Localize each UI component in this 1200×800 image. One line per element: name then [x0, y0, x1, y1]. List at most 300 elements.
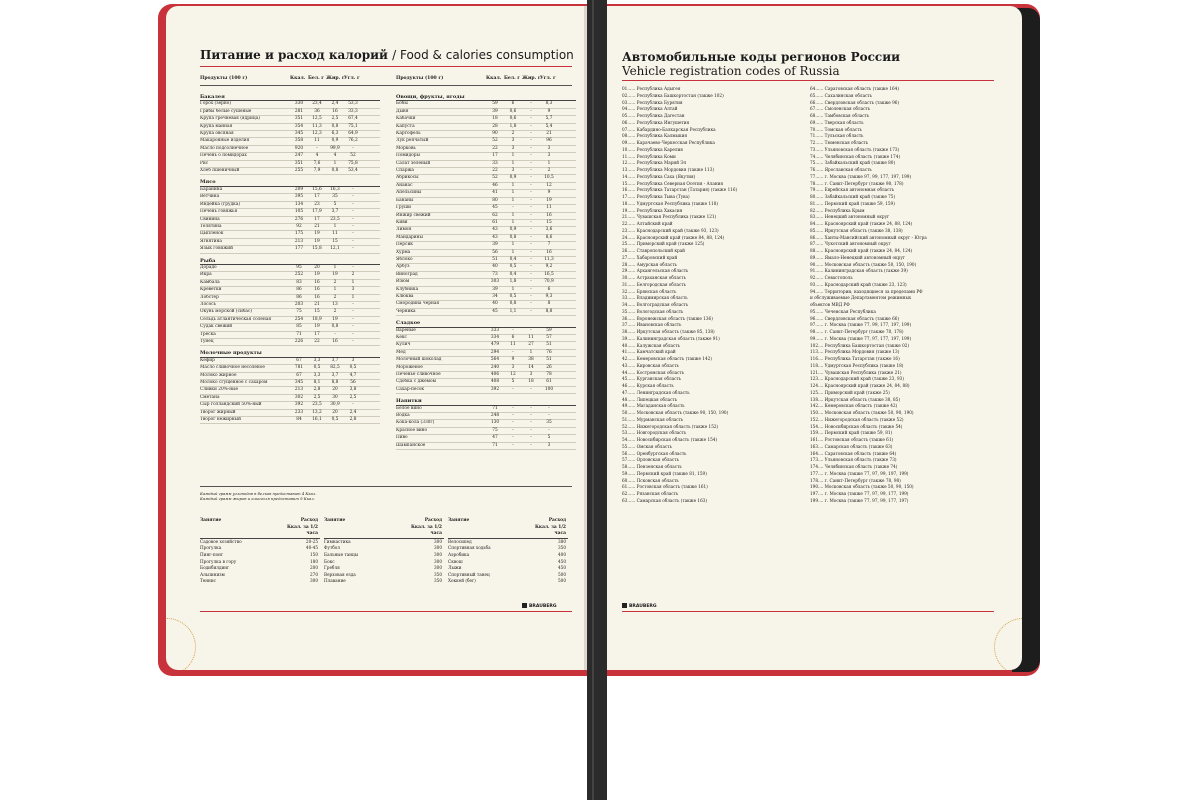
food-value: 71 [492, 442, 498, 448]
region-code-entry: 28...... Амурская область [622, 261, 677, 267]
region-code-entry: 33...... Владимирская область [622, 295, 688, 301]
region-code-entry: 29...... Архангельская область [622, 268, 689, 274]
food-value: 26 [546, 364, 552, 370]
food-row [396, 387, 576, 394]
food-row [396, 242, 576, 249]
food-name: Сельдь атлантическая соленая [200, 316, 272, 322]
food-value: 134 [294, 201, 304, 207]
activity-name: Лыжи [448, 565, 462, 571]
region-code-entry: 15...... Республика Северная Осетия - Алания [622, 180, 724, 186]
region-code-entry: 05...... Республика Дагестан [622, 113, 685, 118]
food-row [200, 395, 380, 402]
region-code-entry: 76...... Ярославская область [810, 167, 872, 172]
region-code-entry: 88...... Красноярский край (также 24, 84, 124) [810, 248, 913, 253]
food-value: 22 [314, 339, 320, 344]
food-value: - [512, 413, 514, 419]
food-name: Окунь морской (сибас) [200, 309, 253, 315]
food-value: - [352, 223, 354, 229]
food-value: - [530, 108, 532, 114]
food-value: 0,9 [509, 227, 517, 233]
region-code-entry: 64...... Саратовская область (также 164) [810, 86, 899, 91]
food-row [200, 309, 380, 316]
food-value: 16 [314, 279, 320, 285]
food-value: 84 [296, 417, 302, 423]
activity-kcal: 400 [558, 551, 566, 557]
region-code-entry: 26...... Ставропольский край [622, 248, 685, 253]
food-value: 6,3 [331, 131, 339, 137]
region-code-entry: 01...... Республика Адыгея [622, 86, 681, 91]
food-row [200, 231, 380, 238]
food-value: 40 [492, 301, 498, 307]
food-row [396, 428, 576, 435]
food-value: 62 [492, 212, 498, 218]
activity-row [200, 545, 320, 552]
food-name: Икра [200, 272, 212, 278]
food-value: 41 [492, 190, 498, 196]
activity-name: Футбол [324, 545, 340, 551]
region-code-entry: 41...... Камчатский край [622, 349, 676, 355]
food-value: 78 [546, 372, 552, 378]
food-row [200, 358, 380, 365]
food-name: Кекс [396, 335, 407, 340]
food-value: 408 [490, 379, 500, 385]
food-value: 3,8 [349, 387, 357, 393]
food-value: 17 [314, 216, 320, 222]
food-value: 76,2 [348, 138, 358, 144]
food-value: - [530, 386, 532, 392]
food-row [200, 339, 380, 346]
activity-kcal: 300 [434, 545, 442, 551]
food-value: - [530, 301, 532, 307]
food-value: - [352, 324, 354, 330]
food-row [396, 443, 576, 450]
food-name: Ананас [396, 182, 413, 188]
food-value: 14 [528, 364, 534, 370]
activity-row [448, 552, 568, 559]
food-value: 0,4 [509, 271, 517, 277]
food-value: 86 [296, 287, 302, 293]
food-value: 8,8 [545, 308, 553, 314]
region-code-entry: 123.... Краснодарский край (также 23, 93) [810, 376, 904, 382]
food-row [200, 138, 380, 145]
food-row [396, 406, 576, 413]
food-name: Киви [396, 219, 408, 225]
region-code-entry: объектов МВД РФ [810, 302, 850, 307]
region-code-entry: 124.... Красноярский край (также 24, 84, 88) [810, 383, 910, 388]
food-row [396, 350, 576, 357]
food-value: - [352, 246, 354, 252]
activity-kcal: 350 [434, 571, 442, 577]
region-code-entry: 80...... Забайкальский край (также 75) [810, 194, 896, 199]
region-code-entry: 77...... г. Москва (также 97, 99, 177, 197, 199) [810, 173, 912, 179]
food-row [200, 373, 380, 380]
food-name: Судак свежий [200, 324, 233, 330]
food-name: Горох (зерно) [200, 101, 231, 107]
food-name: Телятина [200, 223, 222, 229]
food-name: Макаронные изделия [200, 138, 250, 144]
food-value: - [530, 256, 532, 262]
food-value: 0,6 [509, 108, 517, 114]
food-value: 96 [546, 138, 552, 144]
food-value: 39 [492, 286, 498, 292]
food-value: - [530, 405, 532, 411]
food-name: Капуста [396, 123, 415, 129]
region-code-entry: 96...... Свердловская область (также 66) [810, 315, 900, 321]
food-name: Хурма [396, 249, 411, 255]
left-page-title [200, 48, 574, 62]
food-value: 15,8 [312, 246, 322, 252]
food-name: Картофель [396, 131, 421, 137]
food-value: 52 [350, 153, 356, 159]
food-value: - [530, 219, 532, 225]
food-row [396, 342, 576, 349]
food-name: Баранина [200, 186, 223, 192]
food-value: 61 [492, 219, 498, 225]
food-value: 80 [492, 197, 498, 203]
food-value: 5 [547, 435, 551, 441]
activity-row [448, 565, 568, 572]
region-code-entry: 98...... г. Санкт-Петербург (также 78, 178) [810, 329, 904, 334]
food-value: - [512, 386, 514, 392]
region-code-entry: 87...... Чукотский автономный округ [810, 241, 891, 247]
food-value: 35 [332, 194, 338, 200]
food-value: 302 [294, 394, 304, 400]
region-code-entry: 113.... Республика Мордовия (также 13) [810, 349, 900, 355]
food-row [396, 131, 576, 138]
food-value: 8,1 [313, 380, 321, 386]
region-code-entry: 21...... Чувашская Республика (также 121) [622, 214, 717, 220]
region-code-entry: 25...... Приморский край (также 125) [622, 241, 705, 247]
food-table-right-column [396, 90, 576, 450]
activity-row [324, 545, 444, 552]
food-row [200, 417, 380, 424]
region-code-entry: 44...... Костромская область [622, 369, 685, 375]
food-value: 19 [314, 324, 320, 330]
food-row [396, 220, 576, 227]
region-code-entry: 159.... Пермский край (также 59, 81) [810, 430, 893, 436]
food-value: 358 [294, 138, 304, 144]
food-name: Цыплёнок [200, 231, 224, 237]
food-section-title: Напитки [396, 398, 576, 405]
activity-name: Гребля [324, 565, 340, 571]
activities-header [448, 518, 568, 539]
region-code-entry: 154.... Новосибирская область (также 54) [810, 423, 903, 429]
food-value: 40 [492, 264, 498, 270]
food-row [396, 116, 576, 123]
food-value: 11 [546, 205, 552, 211]
food-value: - [548, 427, 550, 433]
region-code-entry: 30...... Астраханская область [622, 275, 686, 280]
region-code-entry: 97...... г. Москва (также 77, 99, 177, 197, 199) [810, 322, 912, 328]
food-row [396, 109, 576, 116]
food-value: 28 [492, 123, 498, 129]
food-row [200, 224, 380, 231]
region-code-entry: 82...... Республика Крым [810, 207, 865, 213]
food-value: 1 [333, 264, 337, 270]
activity-name: Альпинизм [200, 571, 225, 577]
food-row [200, 209, 380, 216]
food-value: 334 [490, 335, 500, 340]
food-value: 3 [511, 138, 515, 144]
food-row [396, 205, 576, 212]
food-value: 34 [492, 293, 498, 299]
region-code-entry: 45...... Курганская область [622, 376, 682, 382]
food-value: - [512, 349, 514, 355]
food-name: Черника [396, 308, 416, 314]
food-value: 19 [314, 231, 320, 237]
food-value: - [530, 435, 532, 441]
food-value: 11,3 [544, 256, 554, 262]
food-value: 92 [296, 223, 302, 229]
food-value: 12,1 [330, 246, 340, 252]
food-value: 10,5 [544, 175, 554, 181]
food-name: Сахар-песок [396, 386, 425, 392]
region-code-entry: 86...... Ханты-Мансийский автономный округ - Югра [810, 234, 927, 240]
food-row [396, 183, 576, 190]
food-row [396, 250, 576, 257]
food-value: 17 [314, 331, 320, 337]
food-row [200, 317, 380, 324]
food-value: 17 [492, 153, 498, 159]
region-code-entry: 91...... Калининградская область (также 39) [810, 268, 908, 274]
food-value: 920 [294, 145, 304, 151]
food-value: 351 [294, 116, 304, 122]
food-row [396, 328, 576, 335]
food-value: 3 [547, 442, 551, 448]
food-value: 56 [350, 380, 356, 386]
region-code-entry: 178.... г. Санкт-Петербург (также 78, 98) [810, 477, 901, 483]
region-code-entry: 73...... Ульяновская область (также 173) [810, 146, 900, 152]
food-value: 21 [546, 131, 552, 137]
activity-col-title: Занятие [200, 518, 222, 523]
food-value: 2 [333, 309, 337, 315]
food-value: 1 [511, 242, 515, 248]
food-value: 16 [314, 287, 320, 293]
activity-kcal: 500 [558, 578, 566, 584]
food-value: - [352, 339, 354, 344]
food-value: 16,1 [312, 417, 322, 423]
food-value: 233 [294, 409, 304, 415]
food-value: - [530, 153, 532, 159]
header-divider [200, 85, 572, 86]
food-name: Бобы [396, 101, 408, 107]
food-value: 0,8 [331, 123, 339, 129]
activity-col-title: Занятие [448, 518, 470, 523]
region-code-entry: 58...... Пензенская область [622, 464, 682, 469]
activity-row [324, 578, 444, 585]
food-value: - [352, 331, 354, 337]
region-code-entry: 93...... Краснодарский край (также 23, 123) [810, 281, 907, 287]
region-code-entry: 04...... Республика Алтай [622, 106, 678, 112]
activity-name: Сквош [448, 558, 463, 564]
food-value: 9 [547, 190, 551, 196]
food-name: Виноград [396, 271, 418, 277]
activities-column-3 [448, 518, 568, 585]
food-name: Арбуз [396, 264, 410, 270]
region-code-entry: 56...... Оренбургская область [622, 450, 687, 456]
food-value: - [530, 138, 532, 144]
food-name: Вареные [396, 327, 416, 333]
region-code-entry: 27...... Хабаровский край [622, 254, 678, 260]
food-value: - [352, 201, 354, 207]
region-code-entry: 65...... Сахалинская область [810, 92, 873, 98]
region-code-entry: 40...... Калужская область [622, 342, 680, 348]
food-name: Ветчина [200, 194, 220, 200]
food-value: 52 [492, 138, 498, 144]
activity-row [324, 572, 444, 579]
region-code-entry: 35...... Вологодская область [622, 308, 684, 314]
region-code-entry: 121.... Чувашская Республика (также 21) [810, 369, 902, 375]
region-code-entry: 71...... Тульская область [810, 133, 864, 139]
food-value: 0,5 [349, 365, 357, 371]
food-value: 1 [511, 182, 515, 188]
food-value: 330 [294, 101, 304, 107]
food-value: - [352, 402, 354, 408]
region-code-entry: 13...... Республика Мордовия (также 113) [622, 167, 715, 172]
food-value: 3 [511, 168, 515, 174]
region-code-entry: 163.... Самарская область (также 63) [810, 443, 893, 449]
brauberg-logo: BRAUBERG [522, 603, 557, 609]
food-value: 52 [492, 175, 498, 181]
food-name: Мандарины [396, 234, 423, 240]
food-value: 209 [294, 186, 304, 192]
food-row [200, 187, 380, 194]
region-code-entry: 57...... Орловская область [622, 457, 679, 463]
food-row [200, 101, 380, 108]
food-value: 95 [296, 264, 302, 270]
food-value: - [530, 101, 532, 107]
activity-row [448, 539, 568, 546]
food-value: 15 [546, 219, 552, 225]
activity-row [448, 572, 568, 579]
food-value: - [512, 427, 514, 433]
food-value: - [530, 168, 532, 174]
food-value: 67 [296, 357, 302, 363]
activity-kcal: 40-45 [305, 545, 318, 551]
food-value: - [530, 234, 532, 240]
food-row [200, 365, 380, 372]
food-value: 36 [314, 108, 320, 114]
kcal-col-title: Расход Ккал. за 1/2 часа [534, 518, 566, 537]
region-code-entry: и обслуживаемые Департаментом режимных [810, 295, 912, 301]
region-code-entry: 38...... Иркутская область (также 85, 138) [622, 329, 715, 334]
food-row [200, 131, 380, 138]
region-code-entry: 07...... Кабардино-Балкарская Республика [622, 126, 716, 132]
region-code-entry: 199.... г. Москва (также 77, 97, 99, 177, 197) [810, 497, 909, 503]
food-value: 30 [332, 394, 338, 400]
food-row [396, 413, 576, 420]
food-name: Дыня [396, 108, 409, 114]
food-row [396, 124, 576, 131]
food-value: - [334, 331, 336, 337]
food-value: 1 [511, 153, 515, 159]
food-value: 17 [314, 194, 320, 200]
food-value: 1 [511, 197, 515, 203]
food-section-title: Рыба [200, 258, 380, 265]
food-row [396, 264, 576, 271]
region-code-entry: 36...... Воронежская область (также 136) [622, 315, 713, 321]
food-value: 12,5 [312, 116, 322, 122]
food-value: 0,8 [331, 168, 339, 174]
food-value: 23,5 [312, 402, 322, 408]
food-value: 16,5 [544, 271, 554, 277]
activity-kcal: 500 [558, 571, 566, 577]
food-value: 1 [547, 160, 551, 166]
region-code-entry: 92...... Севастополь [810, 275, 853, 280]
food-row [200, 324, 380, 331]
food-value: 16 [546, 249, 552, 255]
food-row [200, 332, 380, 339]
region-code-entry: 48...... Липецкая область [622, 396, 678, 402]
food-value: 9 [511, 357, 515, 363]
food-row [200, 265, 380, 272]
region-code-entry: 53...... Новгородская область [622, 430, 687, 436]
food-value: 3 [547, 145, 551, 151]
region-code-entry: 63...... Самарская область (также 163) [622, 497, 708, 503]
activity-kcal: 300 [434, 565, 442, 571]
food-value: 39 [492, 108, 498, 114]
food-name: Печенье сливочное [396, 372, 441, 378]
food-value: 479 [490, 342, 500, 348]
food-value: 281 [294, 108, 304, 114]
food-value: - [352, 216, 354, 222]
activity-row [200, 552, 320, 559]
kcal-col-title: Расход Ккал. за 1/2 часа [286, 518, 318, 537]
food-value: 18 [492, 116, 498, 122]
activity-kcal: 20-25 [305, 538, 318, 544]
food-value: 21 [314, 301, 320, 307]
food-row [396, 287, 576, 294]
food-value: 2,8 [313, 387, 321, 393]
footer-rule [200, 611, 572, 612]
food-row [396, 335, 576, 342]
food-value: - [512, 435, 514, 441]
food-row [200, 272, 380, 279]
region-code-entry: 08...... Республика Калмыкия [622, 133, 687, 139]
food-table-header-left: Продукты (100 г) Ккал. Бел. г Жир. гУгл. г [200, 76, 360, 81]
food-name: Мёд [396, 349, 406, 355]
food-value: 53,3 [348, 101, 358, 107]
kcal-col-title: Расход Ккал. за 1/2 часа [410, 518, 442, 537]
food-name: Красное вино [396, 427, 428, 433]
activity-kcal: 300 [434, 551, 442, 557]
food-value: 33 [492, 160, 498, 166]
food-value: 70,9 [544, 279, 554, 285]
food-value: 23 [314, 201, 320, 207]
food-value: 0,5 [331, 417, 339, 423]
activity-kcal: 300 [434, 538, 442, 544]
activity-col-title: Занятие [324, 518, 346, 523]
food-row [200, 387, 380, 394]
food-value: 19 [546, 197, 552, 203]
food-name: Молочный шоколад [396, 357, 442, 363]
region-code-entry: 72...... Тюменская область [810, 140, 869, 145]
food-value: - [530, 205, 532, 211]
food-value: 345 [294, 131, 304, 137]
food-value: - [352, 194, 354, 200]
food-value: 175 [294, 231, 304, 237]
food-value: 9,2 [545, 264, 553, 270]
region-code-entry: 83...... Ненецкий автономный округ [810, 214, 890, 220]
title-rule [200, 66, 572, 67]
region-code-entry: 06...... Республика Ингушетия [622, 119, 690, 125]
food-value: 51 [492, 256, 498, 262]
food-value: 18 [528, 379, 534, 385]
food-row [396, 435, 576, 442]
food-value: 3 [351, 287, 355, 293]
food-name: Пиво [396, 435, 408, 441]
region-code-entry: 85...... Иркутская область (также 38, 138) [810, 227, 903, 233]
